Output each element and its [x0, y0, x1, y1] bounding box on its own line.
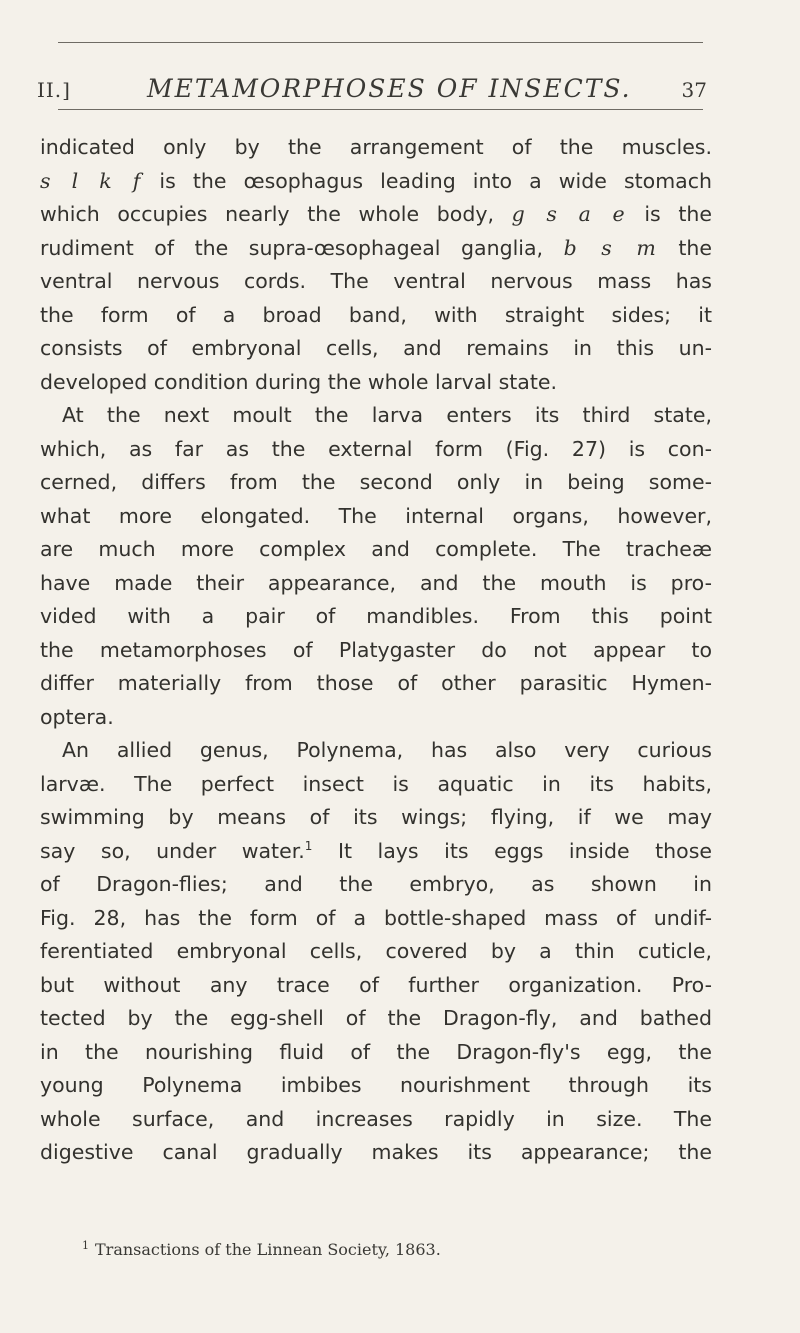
text-line: which occupies nearly the whole body, g s a e is the	[40, 202, 712, 226]
footnote-text: Transactions of the Linnean Society, 1863.	[95, 1240, 441, 1259]
text-line: swimming by means of its wings; flying, if we may	[40, 805, 712, 829]
label-gsae: g s a e	[511, 202, 627, 226]
text-line: whole surface, and increases rapidly in size. The	[40, 1106, 712, 1131]
text-line: indicated only by the arrangement of the muscles.	[40, 135, 712, 159]
text-line: what more elongated. The internal organs, however,	[40, 503, 712, 528]
text-line: but without any trace of further organization. Pro-	[40, 972, 712, 997]
text-line: ventral nervous cords. The ventral nervous mass has	[40, 269, 712, 293]
text-line: in the nourishing fluid of the Dragon-fly's egg, the	[40, 1039, 712, 1064]
header-rule-top	[58, 42, 703, 43]
text-line: say so, under water.$^1$ It lays its eggs inside those	[40, 838, 712, 863]
footnote-marker: 1	[82, 1238, 89, 1252]
running-header	[37, 68, 707, 108]
chapter-marker: II.]	[37, 78, 71, 102]
text-line: tected by the egg-shell of the Dragon-fly, and bathed	[40, 1006, 712, 1030]
running-title: METAMORPHOSES OF INSECTS.	[147, 74, 632, 103]
text-line: of Dragon-flies; and the embryo, as shown in	[40, 872, 712, 896]
text-line: rudiment of the supra-œsophageal ganglia, b s m the	[40, 235, 712, 260]
text-line: larvæ. The perfect insect is aquatic in its habits,	[40, 771, 712, 796]
text-line: which, as far as the external form (Fig. 27) is con-	[40, 436, 712, 461]
text-line: At the next moult the larva enters its third state,	[62, 403, 712, 427]
text-line: An allied genus, Polynema, has also very curious	[62, 738, 712, 762]
text-line: have made their appearance, and the mouth is pro-	[40, 570, 712, 595]
text-line: digestive canal gradually makes its appearance; the	[40, 1140, 712, 1164]
text-line: the metamorphoses of Platygaster do not appear to	[40, 637, 712, 662]
label-bsm: b s m	[563, 235, 658, 260]
text-line: vided with a pair of mandibles. From this point	[40, 604, 712, 628]
text-line: ferentiated embryonal cells, covered by a thin cuticle,	[40, 939, 712, 963]
text-line: developed condition during the whole larval state.	[40, 369, 558, 394]
text-line: s l k f is the œsophagus leading into a wide stomach	[40, 168, 712, 193]
text-line: are much more complex and complete. The tracheæ	[40, 537, 712, 561]
label-slkf: s l k f	[40, 168, 143, 193]
text-line: cerned, differs from the second only in being some-	[40, 470, 712, 494]
header-rule-bottom	[58, 109, 703, 110]
text-line: the form of a broad band, with straight sides; it	[40, 302, 712, 327]
page-number: 37	[681, 78, 707, 102]
text-line: optera.	[40, 704, 114, 729]
body-text	[40, 131, 712, 1170]
text-line: Fig. 28, has the form of a bottle-shaped mass of undif-	[40, 905, 712, 930]
text-line: consists of embryonal cells, and remains in this un-	[40, 336, 712, 360]
footnote	[82, 1240, 441, 1259]
text-line: differ materially from those of other parasitic Hymen-	[40, 671, 712, 695]
footnote-reference[interactable]: 1	[304, 838, 313, 853]
text-line: young Polynema imbibes nourishment through its	[40, 1073, 712, 1097]
